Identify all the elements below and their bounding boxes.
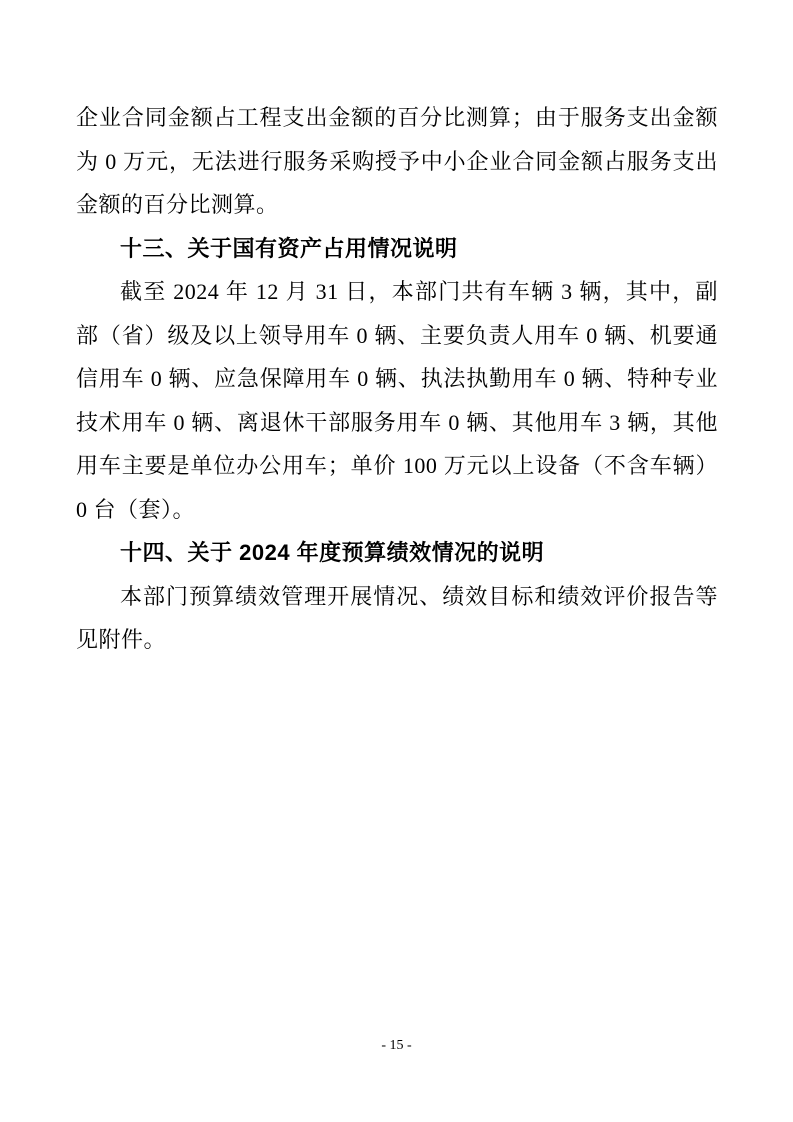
section-heading-14-budget-performance: 十四、关于 2024 年度预算绩效情况的说明 xyxy=(120,540,545,565)
document-content xyxy=(76,96,718,662)
page-number: - 15 - xyxy=(381,1038,412,1053)
section-heading-13-state-assets: 十三、关于国有资产占用情况说明 xyxy=(120,235,458,261)
paragraph-contract-percentage: 企业合同金额占工程支出金额的百分比测算；由于服务支出金额为 0 万元，无法进行服务采购授予中小企业合同金额占服务支出金额的百分比测算。 xyxy=(76,105,718,217)
paragraph-vehicle-assets: 截至 2024 年 12 月 31 日，本部门共有车辆 3 辆，其中，副部（省）级及以上领导用车 0 辆、主要负责人用车 0 辆、机要通信用车 0 辆、应急保障用车 0 辆、执法执勤用车 0 辆、特种专业技术用车 0 辆、离退休干部服务用车 0 辆、其他用车 3 辆，其他用车主要是单位办公用车；单价 100 万元以上设备（不含车辆）0 台（套）。 xyxy=(76,279,718,522)
paragraph-performance-attachment: 本部门预算绩效管理开展情况、绩效目标和绩效评价报告等见附件。 xyxy=(76,583,718,652)
